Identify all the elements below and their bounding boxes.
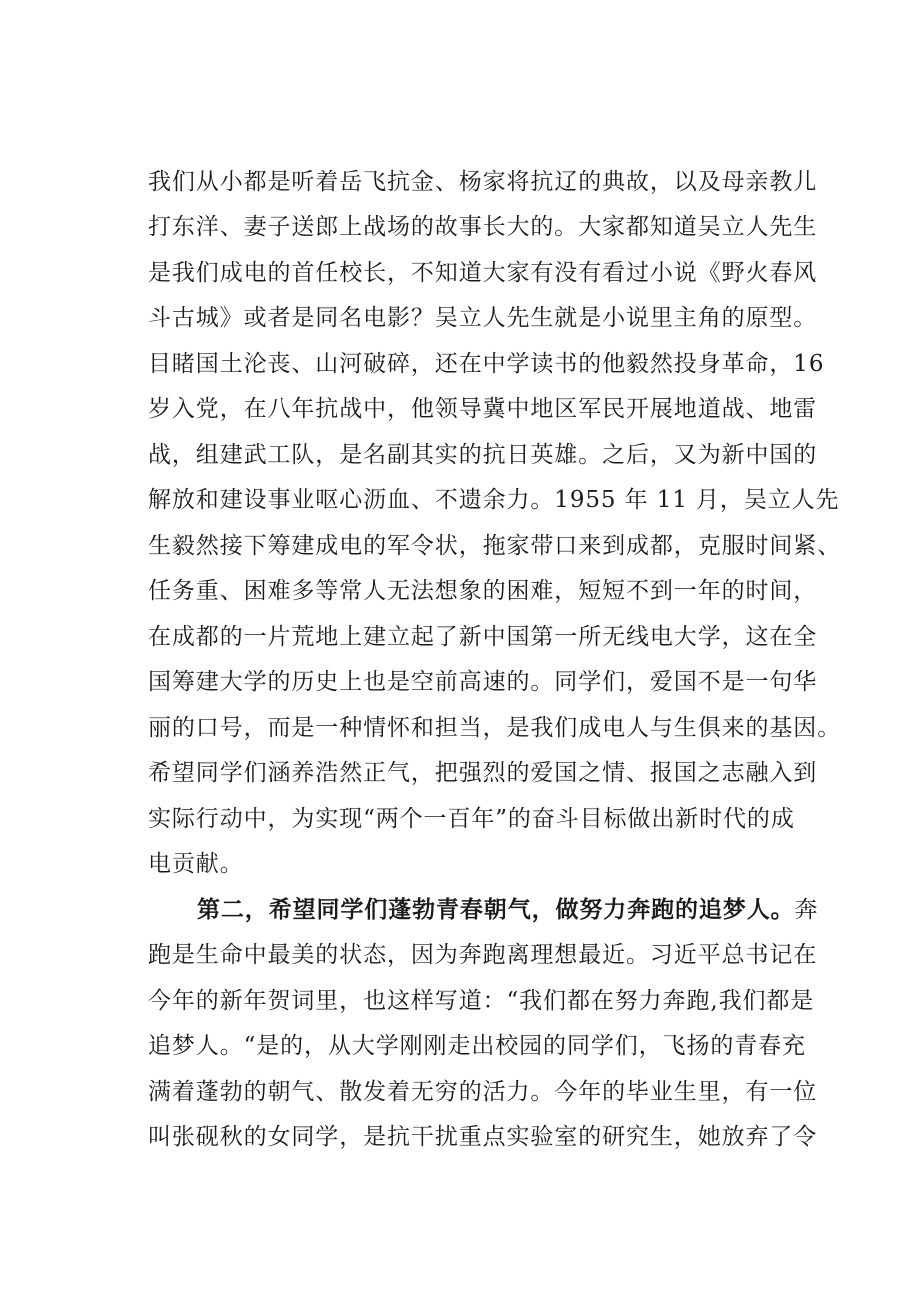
text-line: 打东洋、妻子送郎上战场的故事长大的。大家都知道吴立人先生 bbox=[148, 214, 818, 240]
paragraph-heading-line bbox=[197, 890, 877, 930]
text-line: 跑是生命中最美的状态，因为奔跑离理想最近。习近平总书记在 bbox=[148, 942, 818, 968]
text-line: 岁入党，在八年抗战中，他领导冀中地区军民开展地道战、地雷 bbox=[148, 396, 818, 422]
text-line: 丽的口号，而是一种情怀和担当，是我们成电人与生俱来的基因。 bbox=[148, 715, 842, 741]
text-line: 生毅然接下筹建成电的军令状，拖家带口来到成都，克服时间紧、 bbox=[148, 533, 842, 559]
text-line: 希望同学们涵养浩然正气，把强烈的爱国之情、报国之志融入到 bbox=[148, 760, 818, 786]
text-line: 是我们成电的首任校长，不知道大家有没有看过小说《野火春风 bbox=[148, 260, 818, 286]
text-line: 追梦人。“是的，从大学刚刚走出校园的同学们，飞扬的青春充 bbox=[148, 1033, 806, 1059]
text-line: 战，组建武工队，是名副其实的抗日英雄。之后，又为新中国的 bbox=[148, 442, 818, 468]
text-line: 满着蓬勃的朝气、散发着无穷的活力。今年的毕业生里，有一位 bbox=[148, 1079, 818, 1105]
text-line: 今年的新年贺词里，也这样写道：“我们都在努力奔跑,我们都是 bbox=[148, 988, 815, 1014]
text-line: 实际行动中，为实现“两个一百年”的奋斗目标做出新时代的成 bbox=[148, 806, 795, 832]
text-line: 解放和建设事业呕心沥血、不遗余力。1955 年 11 月，吴立人先 bbox=[148, 487, 840, 513]
text-line: 斗古城》或者是同名电影？吴立人先生就是小说里主角的原型。 bbox=[148, 305, 818, 331]
text-line: 我们从小都是听着岳飞抗金、杨家将抗辽的典故，以及母亲教儿 bbox=[148, 169, 818, 195]
text-line: 在成都的一片荒地上建立起了新中国第一所无线电大学，这在全 bbox=[148, 624, 818, 650]
section-heading: 第二，希望同学们蓬勃青春朝气，做努力奔跑的追梦人。 bbox=[197, 896, 795, 923]
text-line: 目睹国土沦丧、山河破碎，还在中学读书的他毅然投身革命，16 bbox=[148, 351, 825, 377]
text-line: 电贡献。 bbox=[148, 851, 244, 877]
text-line: 国筹建大学的历史上也是空前高速的。同学们，爱国不是一句华 bbox=[148, 669, 818, 695]
text-fragment: 奔 bbox=[794, 897, 819, 923]
text-line: 任务重、困难多等常人无法想象的困难，短短不到一年的时间， bbox=[148, 578, 818, 604]
text-line: 叫张砚秋的女同学，是抗干扰重点实验室的研究生，她放弃了令 bbox=[148, 1124, 818, 1150]
